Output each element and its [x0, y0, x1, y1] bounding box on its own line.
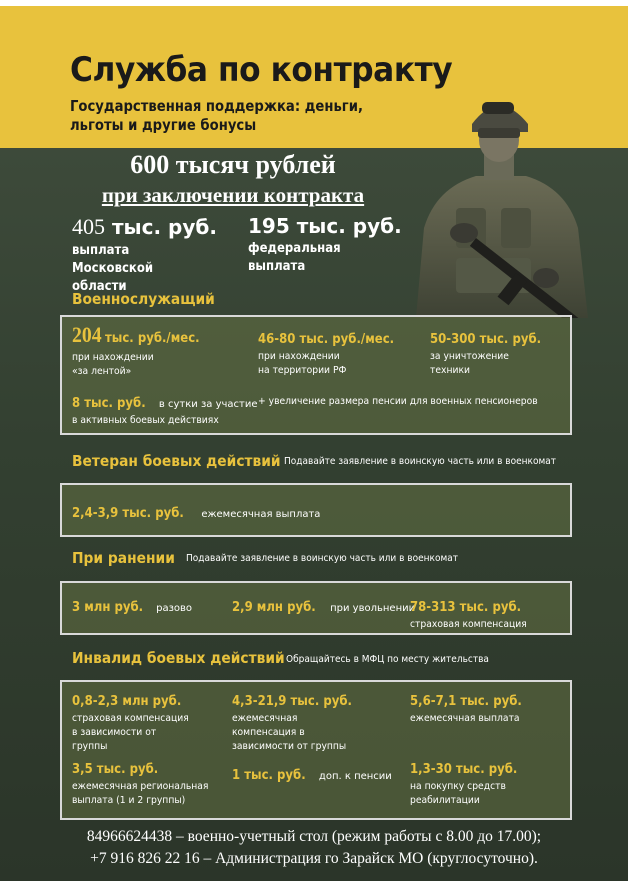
- item-description: страховая компенсация: [410, 619, 527, 630]
- section-note-invalid: Обращайтесь в МФЦ по месту жительства: [286, 654, 489, 665]
- item-amount: 50-300 тыс. руб.: [430, 332, 542, 347]
- payment-unit: тыс. руб.: [289, 214, 402, 238]
- promo-caption: при заключении контракта: [101, 183, 365, 207]
- payment-description: федеральная выплата: [248, 241, 341, 274]
- item-amount: 1,3-30 тыс. руб.: [410, 762, 518, 777]
- payment-description: выплата Московской области: [72, 243, 154, 294]
- section-note-veteran: Подавайте заявление в воинскую часть или в военкомат: [284, 456, 557, 467]
- item-amount: 8 тыс. руб.: [72, 396, 146, 411]
- item-amount: 2,9 млн руб.: [232, 600, 316, 615]
- contact-line: 84966624438 – военно-учетный стол (режим работы с 8.00 до 17.00);: [86, 828, 542, 845]
- item-description: ежемесячная выплата: [410, 713, 520, 724]
- contact-footer: [0, 826, 628, 870]
- item-inline: разово: [156, 603, 193, 614]
- section-title-military: Военнослужащий: [72, 290, 215, 308]
- item-description: в активных боевых действиях: [72, 415, 219, 426]
- military-item: [72, 392, 258, 428]
- invalid-item: [72, 690, 202, 754]
- top-border: [0, 0, 628, 6]
- section-note-wounded: Подавайте заявление в воинскую часть или в военкомат: [186, 553, 459, 564]
- item-inline: доп. к пенсии: [318, 771, 392, 782]
- item-amount: тыс. руб./мес.: [105, 331, 200, 346]
- payment-unit: тыс. руб.: [105, 215, 217, 239]
- item-amount: 3,5 тыс. руб.: [72, 762, 159, 777]
- item-amount: 3 млн руб.: [72, 600, 144, 615]
- item-inline: при увольнении: [330, 603, 416, 614]
- item-number: 204: [72, 322, 102, 347]
- invalid-item: [232, 764, 392, 783]
- section-title-invalid: Инвалид боевых действий: [72, 649, 285, 667]
- payment-amount: [72, 214, 222, 240]
- item-description: + увеличение размера пенсии для военных пенсионеров: [258, 396, 538, 407]
- item-description: при нахождении на территории РФ: [258, 351, 347, 376]
- item-amount: 5,6-7,1 тыс. руб.: [410, 694, 522, 709]
- military-item: [72, 322, 210, 379]
- page-title: Служба по контракту: [70, 50, 453, 90]
- item-inline: ежемесячная выплата: [201, 509, 321, 520]
- item-amount: 78-313 тыс. руб.: [410, 600, 522, 615]
- page-subtitle: Государственная поддержка: деньги, льготы и другие бонусы: [70, 97, 363, 134]
- military-item: [258, 328, 409, 378]
- invalid-item: [232, 690, 372, 754]
- item-amount: 4,3-21,9 тыс. руб.: [232, 694, 352, 709]
- payment-moscow: [72, 214, 222, 296]
- item-description: за уничтожение техники: [430, 351, 509, 376]
- item-amount: 2,4-3,9 тыс. руб.: [72, 506, 184, 521]
- item-amount: 46-80 тыс. руб./мес.: [258, 332, 395, 347]
- payment-number: 405: [72, 214, 105, 239]
- item-amount: 1 тыс. руб.: [232, 768, 306, 783]
- veteran-item: [72, 502, 320, 521]
- military-item: [430, 328, 553, 378]
- payment-number: 195: [248, 214, 290, 238]
- payment-amount: [248, 214, 402, 238]
- item-description: ежемесячная региональная выплата (1 и 2 группы): [72, 781, 209, 806]
- contact-line: +7 916 826 22 16 – Администрация го Зарайск МО (круглосуточно).: [90, 850, 538, 867]
- military-item: [258, 392, 562, 409]
- section-title-veteran: Ветеран боевых действий: [72, 452, 281, 470]
- item-description: на покупку средств реабилитации: [410, 781, 506, 806]
- item-description: ежемесячная компенсация в зависимости от группы: [232, 713, 347, 752]
- item-description: страховая компенсация в зависимости от группы: [72, 713, 189, 752]
- invalid-item: [72, 758, 222, 808]
- wounded-item: [232, 596, 415, 615]
- wounded-item: [410, 596, 537, 632]
- section-title-wounded: При ранении: [72, 549, 175, 567]
- invalid-item: [410, 690, 550, 726]
- payment-federal: [248, 214, 402, 276]
- invalid-item: [410, 758, 530, 808]
- item-description: при нахождении «за лентой»: [72, 352, 154, 377]
- item-inline: в сутки за участие: [158, 399, 258, 410]
- wounded-item: [72, 596, 192, 615]
- promo-amount: 600 тысяч рублей: [130, 150, 336, 179]
- item-amount: 0,8-2,3 млн руб.: [72, 694, 182, 709]
